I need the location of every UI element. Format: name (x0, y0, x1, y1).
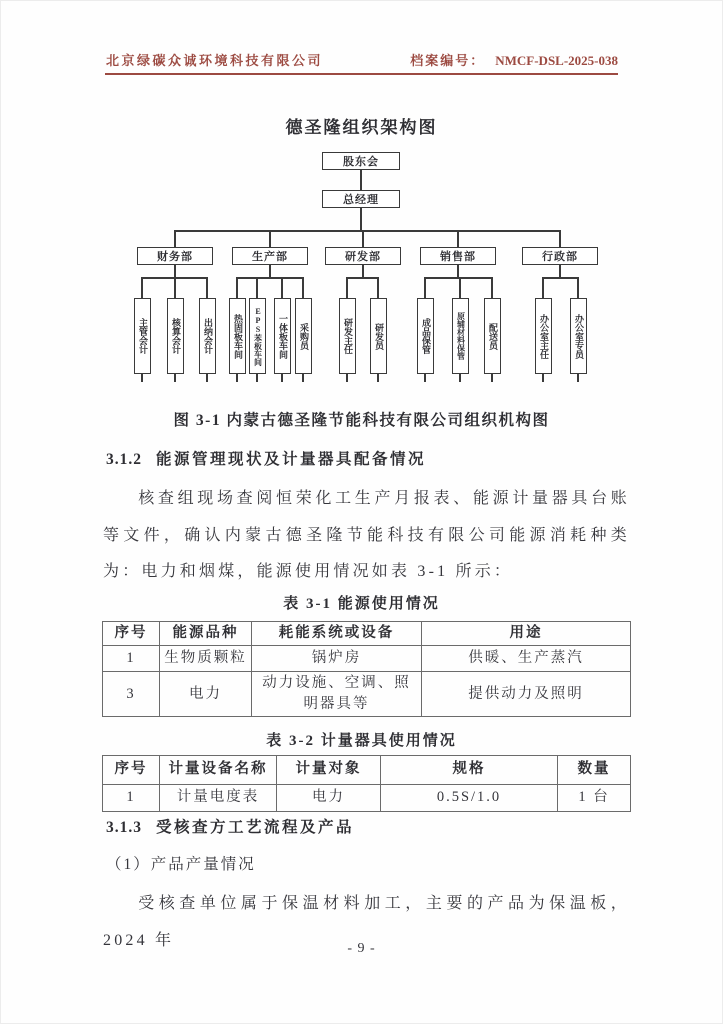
org-box-dept-sales: 销售部 (420, 247, 496, 265)
section-title: 能源管理现状及计量器具配备情况 (156, 451, 427, 468)
org-box-role: 热固板车间 (229, 298, 246, 374)
org-connector (559, 265, 561, 277)
table-header-row (103, 756, 631, 785)
table-cell: 动力设施、空调、照明器具等 (252, 672, 422, 717)
org-connector (174, 230, 176, 247)
org-connector (256, 277, 258, 298)
org-connector (491, 277, 493, 298)
paragraph-312: 核查组现场查阅恒荣化工生产月报表、能源计量器具台账等文件，确认内蒙古德圣隆节能科技有限公司能源消耗种类为：电力和烟煤，能源使用情况如表 3-1 所示： (103, 490, 630, 580)
org-connector (256, 374, 258, 382)
table-header-cell: 用途 (422, 622, 631, 646)
org-box-role: 成品保管 (417, 298, 434, 374)
table-header-cell: 计量设备名称 (160, 756, 277, 785)
table-cell: 供暖、生产蒸汽 (422, 646, 631, 672)
org-connector (457, 265, 459, 277)
table-cell: 生物质颗粒 (160, 646, 252, 672)
org-connector (577, 277, 579, 298)
org-connector (491, 374, 493, 382)
table-cell: 提供动力及照明 (422, 672, 631, 717)
org-connector (236, 277, 238, 298)
org-connector (459, 374, 461, 382)
org-box-role: 研发主任 (339, 298, 356, 374)
org-connector (236, 374, 238, 382)
org-connector (362, 230, 364, 247)
org-connector (559, 230, 561, 247)
org-connector (269, 265, 271, 277)
table-cell: 计量电度表 (160, 785, 277, 812)
org-connector (377, 374, 379, 382)
org-connector (346, 374, 348, 382)
company-name: 北京绿碳众诚环境科技有限公司 (106, 53, 324, 68)
table-header-cell: 序号 (103, 756, 160, 785)
org-box-role: 研发员 (370, 298, 387, 374)
org-connector (302, 374, 304, 382)
table-header-cell: 能源品种 (160, 622, 252, 646)
org-connector (542, 277, 579, 279)
header-rule (105, 73, 618, 75)
org-connector (141, 374, 143, 382)
org-box-manager: 总经理 (322, 190, 400, 208)
org-connector (542, 277, 544, 298)
org-box-dept-production: 生产部 (232, 247, 308, 265)
table-header-cell: 数量 (558, 756, 631, 785)
table-cell: 1 台 (558, 785, 631, 812)
org-connector (206, 277, 208, 298)
org-connector (424, 277, 426, 298)
org-box-root: 股东会 (322, 152, 400, 170)
table-cell: 锅炉房 (252, 646, 422, 672)
org-box-dept-finance: 财务部 (137, 247, 213, 265)
org-connector (377, 277, 379, 298)
section-heading-312 (106, 447, 426, 469)
org-box-role: 配送员 (484, 298, 501, 374)
org-connector (346, 277, 379, 279)
org-connector (360, 170, 362, 190)
org-connector (174, 265, 176, 277)
table-header-cell: 计量对象 (277, 756, 381, 785)
org-box-role: 核算会计 (167, 298, 184, 374)
sub-item-1: （1）产品产量情况 (106, 856, 256, 873)
section-number: 3.1.2 (106, 451, 142, 468)
org-box-role: 采购员 (295, 298, 312, 374)
figure-caption: 图 3-1 内蒙古德圣隆节能科技有限公司组织机构图 (173, 412, 550, 429)
table-cell: 电力 (160, 672, 252, 717)
org-box-role: 出纳会计 (199, 298, 216, 374)
archive-label: 档案编号： (410, 53, 486, 68)
table-row (103, 646, 631, 672)
org-connector (174, 374, 176, 382)
table-cell: 0.5S/1.0 (381, 785, 558, 812)
org-connector (281, 277, 283, 298)
table1-caption: 表 3-1 能源使用情况 (283, 596, 440, 612)
metering-devices-table (102, 755, 631, 812)
org-box-dept-admin: 行政部 (522, 247, 598, 265)
org-box-role: 办公室主任 (535, 298, 552, 374)
org-box-role: EPS苯板车间 (249, 298, 266, 374)
page-number: - 9 - (347, 941, 376, 956)
table-header-row (103, 622, 631, 646)
org-connector (302, 277, 304, 298)
org-connector (281, 374, 283, 382)
org-connector (457, 230, 459, 247)
org-box-role: 一体板车间 (274, 298, 291, 374)
org-box-role: 主管会计 (134, 298, 151, 374)
org-connector (269, 230, 271, 247)
org-connector (577, 374, 579, 382)
table-header-cell: 序号 (103, 622, 160, 646)
section-number: 3.1.3 (106, 819, 142, 836)
table-header-cell: 耗能系统或设备 (252, 622, 422, 646)
org-connector (206, 374, 208, 382)
table2-caption: 表 3-2 计量器具使用情况 (266, 733, 457, 749)
table-row (103, 672, 631, 717)
table-cell: 3 (103, 672, 160, 717)
org-box-role: 原辅材料保管 (452, 298, 469, 374)
paragraph-313: 受核查单位属于保温材料加工，主要的产品为保温板，2024 年 (103, 895, 630, 949)
table-cell: 1 (103, 646, 160, 672)
org-connector (174, 277, 176, 298)
table-cell: 1 (103, 785, 160, 812)
org-connector (174, 230, 561, 232)
section-title: 受核查方工艺流程及产品 (156, 819, 355, 836)
page-header (106, 50, 618, 69)
org-box-dept-rnd: 研发部 (325, 247, 401, 265)
energy-usage-table (102, 621, 631, 717)
table-header-cell: 规格 (381, 756, 558, 785)
org-connector (346, 277, 348, 298)
org-connector (424, 374, 426, 382)
org-connector (360, 208, 362, 230)
org-chart-title: 德圣隆组织架构图 (285, 118, 438, 137)
org-connector (236, 277, 304, 279)
org-connector (141, 277, 143, 298)
org-connector (459, 277, 461, 298)
org-connector (362, 265, 364, 277)
org-connector (542, 374, 544, 382)
table-cell: 电力 (277, 785, 381, 812)
archive-number (410, 50, 618, 69)
table-row (103, 785, 631, 812)
section-heading-313 (106, 815, 354, 837)
org-box-role: 办公室专员 (570, 298, 587, 374)
archive-value: NMCF-DSL-2025-038 (495, 53, 618, 68)
